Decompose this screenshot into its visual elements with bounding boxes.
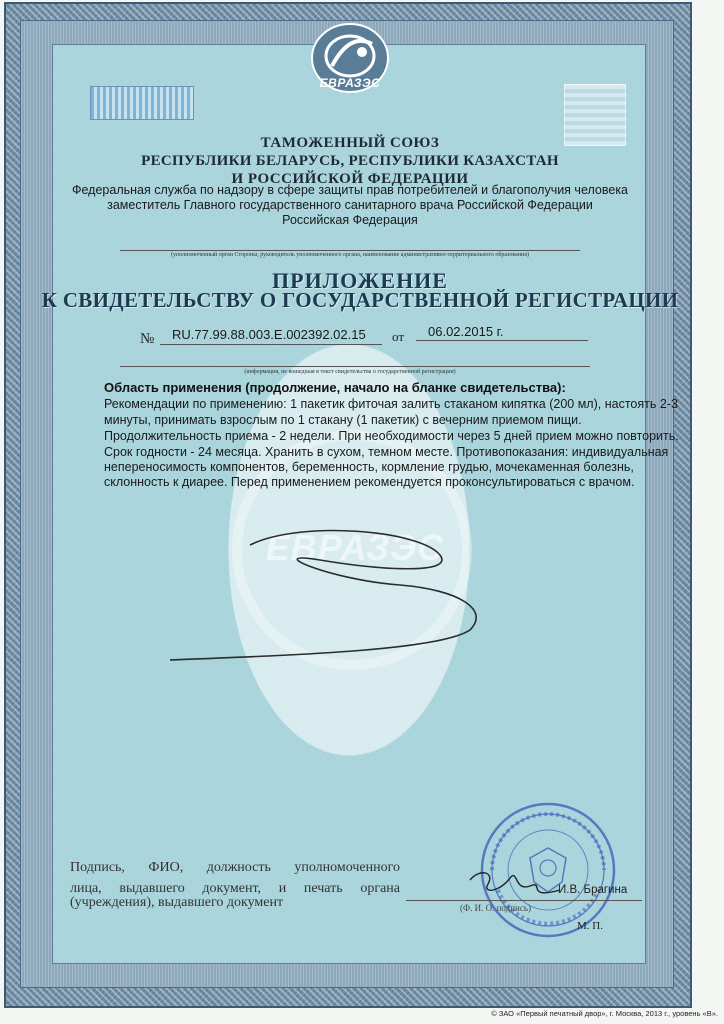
signature-instruction-line-2: лица, выдавшего документ, и печать органа (70, 881, 400, 896)
document-title: ПРИЛОЖЕНИЕ (272, 268, 448, 293)
header-line-3: И РОССИЙСКОЙ ФЕДЕРАЦИИ (231, 171, 469, 187)
body-line: минуты, принимать взрослым по 1 стакану (1 пакетик) с вечерним приемом пищи. (104, 413, 582, 427)
emblem-label: ЕВРАЗЭС (319, 76, 381, 90)
fio-caption: (Ф. И. О. подпись) (460, 903, 531, 913)
authority-line-2: заместитель Главного государственного санитарного врача Российской Федерации (107, 198, 593, 212)
number-label: № (140, 331, 155, 347)
signature-instruction-line-1: Подпись, ФИО, должность уполномоченного (70, 860, 400, 875)
printer-imprint: © ЗАО «Первый печатный двор», г. Москва, 2013 г., уровень «В». (491, 1009, 718, 1018)
body-title: Область применения (продолжение, начало на бланке свидетельства): (104, 380, 566, 395)
body-line: непереносимость компонентов, беременность, кормление грудью, мочекаменная болезнь, (104, 460, 634, 474)
header-line-1: ТАМОЖЕННЫЙ СОЮЗ (260, 135, 440, 151)
date-from-label: от (392, 329, 405, 344)
body-line: Рекомендации по применению: 1 пакетик фиточая залить стаканом кипятка (200 мл), настоять 2-3 (104, 397, 678, 411)
authority-line-1: Федеральная служба по надзору в сфере защиты прав потребителей и благополучия человека (71, 183, 629, 197)
authority-caption: (уполномоченный орган Стороны, руководитель уполномоченного органа, наименование административно-территориального образования) (171, 252, 529, 258)
authority-line-3: Российская Федерация (282, 213, 418, 227)
stamp-place-label: М. П. (577, 920, 603, 932)
registration-number: RU.77.99.88.003.E.002392.02.15 (172, 327, 366, 342)
body-line: склонность к диарее. Перед применением рекомендуется проконсультироваться с врачом. (104, 475, 635, 489)
header-line-2: РЕСПУБЛИКИ БЕЛАРУСЬ, РЕСПУБЛИКИ КАЗАХСТАН (141, 153, 559, 169)
signer-underline (406, 900, 642, 901)
signature-instruction-line-3: (учреждения), выдавшего документ (70, 895, 284, 910)
body-line: Продолжительность приема - 2 недели. При необходимости через 5 дней прием можно повторить. (104, 429, 679, 443)
signer-name: И.В. Брагина (558, 884, 628, 896)
body-line: Срок годности - 24 месяца. Хранить в сухом, темном месте. Противопоказания: индивидуальная (104, 445, 669, 459)
document-subtitle: К СВИДЕТЕЛЬСТВУ О ГОСУДАРСТВЕННОЙ РЕГИСТРАЦИИ (41, 288, 679, 312)
registration-date: 06.02.2015 г. (428, 324, 504, 339)
watermark-text: ЕВРАЗЭС (265, 527, 445, 568)
info-caption: (информация, не вошедшая в текст свидетельства о государственной регистрации) (244, 369, 456, 375)
